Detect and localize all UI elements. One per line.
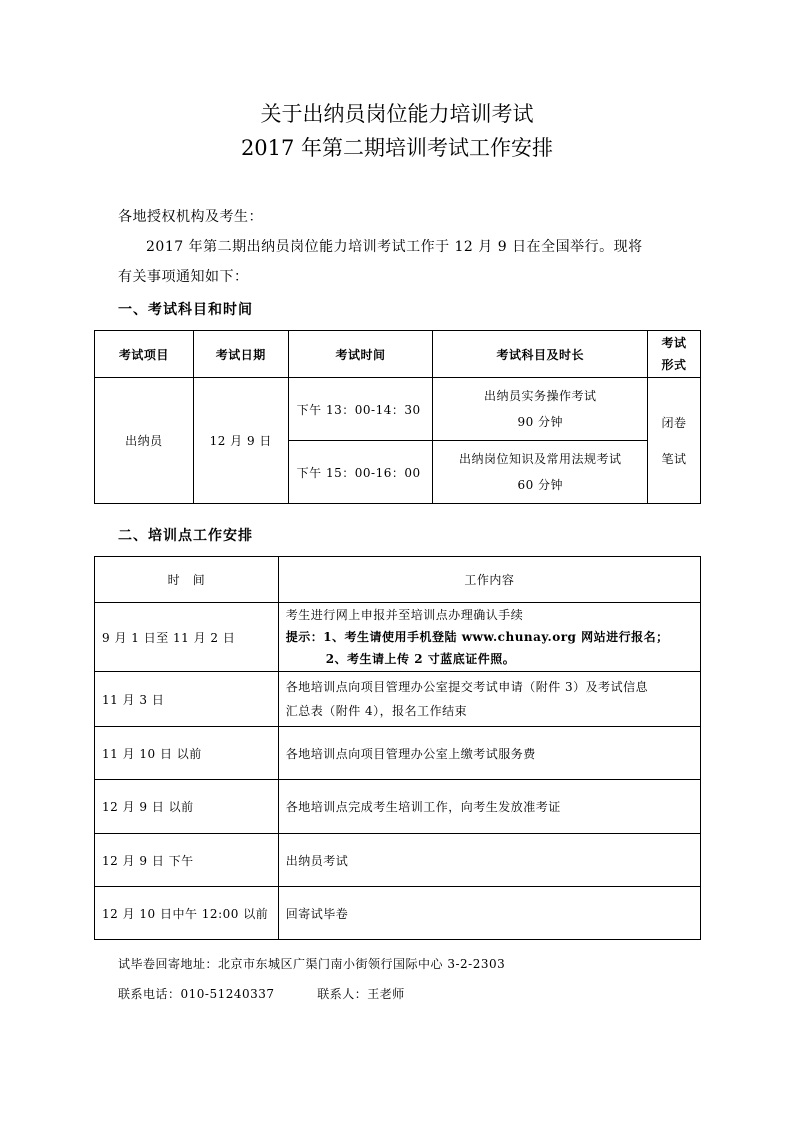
row-time: 11 月 3 日 (95, 672, 279, 727)
row-content: 各地培训点向项目管理办公室上缴考试服务费 (278, 727, 700, 780)
exam-subject-duration: 90 分钟 (517, 415, 564, 429)
row-content-line: 汇总表（附件 4），报名工作结束 (285, 704, 468, 718)
row-content-line: 考生进行网上申报并至培训点办理确认手续 (285, 608, 524, 622)
header-exam-item: 考试项目 (95, 331, 194, 378)
contact-person: 联系人：王老师 (317, 987, 405, 1001)
exam-date-cell: 12 月 9 日 (193, 378, 288, 504)
registration-tip-2: 2、考生请上传 2 寸蓝底证件照。 (325, 652, 516, 666)
row-content: 出纳员考试 (278, 834, 700, 887)
exam-subject-name: 出纳员实务操作考试 (483, 389, 597, 403)
table-row (95, 887, 701, 940)
document-title-line1: 关于出纳员岗位能力培训考试 (260, 102, 534, 126)
intro-line2: 有关事项通知如下： (118, 269, 249, 285)
exam-schedule-table (94, 330, 701, 504)
exam-subject-name: 出纳岗位知识及常用法规考试 (458, 452, 622, 466)
row-time: 9 月 1 日至 11 月 2 日 (95, 603, 279, 672)
table-row (95, 727, 701, 780)
table-header-row (95, 331, 701, 378)
row-content: 回寄试毕卷 (278, 887, 700, 940)
header-exam-time: 考试时间 (288, 331, 433, 378)
row-time: 11 月 10 日 以前 (95, 727, 279, 780)
registration-tip-1: 提示：1、考生请使用手机登陆 www.chunay.org 网站进行报名； (285, 630, 669, 644)
document-title-line2: 2017 年第二期培训考试工作安排 (240, 136, 554, 160)
return-address: 试毕卷回寄地址：北京市东城区广渠门南小街领行国际中心 3-2-2303 (118, 957, 506, 971)
header-exam-form (648, 331, 701, 378)
row-time: 12 月 10 日中午 12:00 以前 (95, 887, 279, 940)
row-time: 12 月 9 日 以前 (95, 780, 279, 834)
table-row (95, 378, 701, 441)
row-time: 12 月 9 日 下午 (95, 834, 279, 887)
header-exam-date: 考试日期 (193, 331, 288, 378)
row-content (278, 672, 700, 727)
table-row (95, 834, 701, 887)
section2-heading: 二、培训点工作安排 (118, 528, 253, 544)
header-exam-form-line1: 考试 (661, 336, 687, 350)
exam-time-cell: 下午 13：00-14：30 (288, 378, 433, 441)
exam-form-cell (648, 378, 701, 504)
exam-form-line2: 笔试 (661, 451, 687, 466)
header-exam-form-line2: 形式 (661, 358, 687, 372)
exam-form-line1: 闭卷 (661, 415, 687, 430)
table-header-row (95, 557, 701, 603)
exam-subject-cell (433, 378, 648, 441)
exam-item-cell: 出纳员 (95, 378, 194, 504)
training-schedule-table (94, 556, 701, 940)
salutation: 各地授权机构及考生： (118, 209, 263, 225)
contact-phone: 联系电话：010-51240337 (118, 987, 275, 1001)
header-exam-subject: 考试科目及时长 (433, 331, 648, 378)
table-row (95, 603, 701, 672)
intro-line1: 2017 年第二期出纳员岗位能力培训考试工作于 12 月 9 日在全国举行。现将 (146, 239, 643, 255)
table-row (95, 672, 701, 727)
section1-heading: 一、考试科目和时间 (118, 302, 253, 318)
row-content (278, 603, 700, 672)
header-time: 时 间 (95, 557, 279, 603)
contact-line (118, 985, 405, 1002)
exam-time-cell: 下午 15：00-16：00 (288, 441, 433, 504)
row-content: 各地培训点完成考生培训工作，向考生发放准考证 (278, 780, 700, 834)
table-row (95, 780, 701, 834)
exam-subject-cell (433, 441, 648, 504)
header-content: 工作内容 (278, 557, 700, 603)
row-content-line: 各地培训点向项目管理办公室提交考试申请（附件 3）及考试信息 (285, 680, 649, 694)
exam-subject-duration: 60 分钟 (517, 478, 564, 492)
